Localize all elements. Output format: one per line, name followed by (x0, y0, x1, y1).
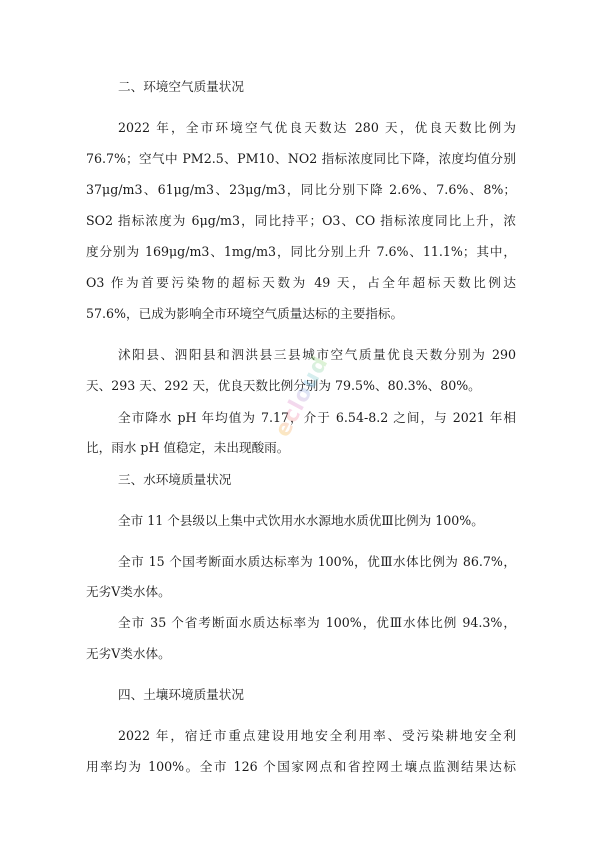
paragraph-line: 2022 年，全市环境空气优良天数达 280 天，优良天数比例为 (118, 120, 516, 135)
paragraph-line: 全市 15 个国考断面水质达标率为 100%，优Ⅲ水体比例为 86.7%， (118, 554, 516, 569)
paragraph-line: 全市降水 pH 年均值为 7.17，介于 6.54-8.2 之间，与 2021 年相 (118, 410, 516, 425)
paragraph-line: 全市 11 个县级以上集中式饮用水水源地水质优Ⅲ比例为 100%。 (118, 513, 484, 528)
section-heading-soil: 四、土壤环境质量状况 (118, 687, 244, 702)
watermark: ecloud (270, 351, 334, 442)
paragraph-line: 76.7%；空气中 PM2.5、PM10、NO2 指标浓度同比下降，浓度均值分别 (86, 151, 516, 166)
paragraph-line: 57.6%，已成为影响全市环境空气质量达标的主要指标。 (86, 306, 404, 321)
paragraph-line: 无劣Ⅴ类水体。 (86, 584, 171, 599)
paragraph-line: 沭阳县、泗阳县和泗洪县三县城市空气质量优良天数分别为 290 (118, 347, 516, 362)
paragraph-line: 用率均为 100%。全市 126 个国家网点和省控网土壤点监测结果达标 (86, 759, 516, 774)
paragraph-line: O3 作为首要污染物的超标天数为 49 天，占全年超标天数比例达 (86, 275, 516, 290)
paragraph-line: 全市 35 个省考断面水质达标率为 100%，优Ⅲ水体比例 94.3%， (118, 615, 516, 630)
paragraph-line: SO2 指标浓度为 6μg/m3，同比持平；O3、CO 指标浓度同比上升，浓 (86, 213, 516, 228)
paragraph-line: 无劣Ⅴ类水体。 (86, 646, 171, 661)
paragraph-line: 比，雨水 pH 值稳定，未出现酸雨。 (86, 440, 290, 455)
paragraph-line: 度分别为 169μg/m3、1mg/m3，同比分别上升 7.6%、11.1%；其中， (86, 244, 516, 259)
section-heading-water: 三、水环境质量状况 (118, 472, 232, 487)
section-heading-air: 二、环境空气质量状况 (118, 79, 244, 94)
paragraph-line: 37μg/m3、61μg/m3、23μg/m3，同比分别下降 2.6%、7.6%、8%； (86, 182, 516, 197)
paragraph-line: 2022 年，宿迁市重点建设用地安全利用率、受污染耕地安全利 (118, 728, 516, 743)
paragraph-line: 天、293 天、292 天，优良天数比例分别为 79.5%、80.3%、80%。 (86, 378, 481, 393)
